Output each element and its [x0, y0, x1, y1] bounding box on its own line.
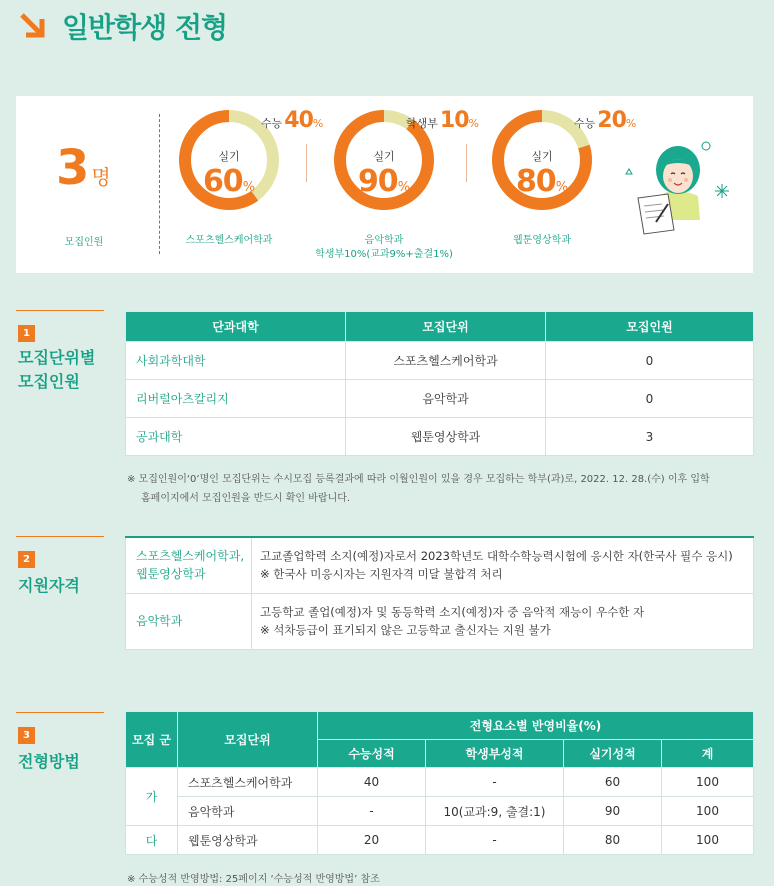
table-cell: -	[318, 797, 426, 826]
table-cell: 100	[662, 797, 754, 826]
section-title: 모집단위별 모집인원	[18, 348, 96, 391]
divider	[159, 114, 160, 254]
donut-name: 스포츠헬스케어학과	[185, 235, 273, 246]
table-cell: 3	[546, 418, 754, 456]
donut-center-value: 실기 90 %	[357, 150, 411, 199]
column-header: 전형요소별 반영비율(%)	[318, 712, 754, 740]
table-cell: 10(교과:9, 출결:1)	[426, 797, 564, 826]
total-count	[56, 140, 111, 196]
column-header: 모집단위	[178, 712, 318, 768]
donut-chart-music	[315, 108, 479, 260]
section-title: 전형방법	[18, 752, 80, 771]
donut-sub: 학생부10%(교과9%+출결1%)	[315, 249, 453, 260]
table-row	[126, 593, 754, 649]
table-cell: 웹툰영상학과	[346, 418, 546, 456]
donut-top-value: 수능 40 %	[261, 108, 324, 133]
table-row	[126, 537, 754, 593]
table-cell: 스포츠헬스케어학과	[346, 342, 546, 380]
section-divider	[16, 310, 104, 311]
selection-method-table	[125, 711, 754, 855]
unit-cell: 음악학과	[126, 593, 252, 649]
section-number-badge: 1	[18, 325, 35, 342]
unit-cell: 음악학과	[178, 797, 318, 826]
table-cell: 90	[564, 797, 662, 826]
donut-top-value: 수능 20 %	[574, 108, 637, 133]
requirement-cell: 고등학교 졸업(예정)자 및 동등학력 소지(예정)자 중 음악적 재능이 우수한 자 ※ 석차등급이 표기되지 않은 고등학교 출신자는 지원 불가	[252, 593, 754, 649]
column-header: 모집인원	[546, 312, 754, 342]
table-row	[126, 380, 754, 418]
table-cell: 0	[546, 380, 754, 418]
table-row	[126, 342, 754, 380]
column-header: 모집 군	[126, 712, 178, 768]
column-header: 학생부성적	[426, 740, 564, 768]
donut-name: 웹툰영상학과	[513, 235, 571, 246]
table-row	[126, 826, 754, 855]
eligibility-table	[125, 536, 754, 650]
count-label: 모집인원	[64, 237, 104, 248]
page-title-block	[18, 6, 227, 46]
student-writing-illustration	[616, 136, 736, 236]
table-cell: 40	[318, 768, 426, 797]
recruitment-note: ※ 모집인원이‘0’명인 모집단위는 수시모집 등록결과에 따라 이월인원이 있을 경우 모집하는 학부(과)로, 2022. 12. 28.(수) 이후 입학 홈페이지에서 모집인원을 반드시 확인 바랍니다.	[127, 474, 710, 504]
table-cell: 사회과학대학	[126, 342, 346, 380]
table-cell: -	[426, 768, 564, 797]
donut-center-value: 실기 80 %	[515, 150, 569, 199]
unit-cell: 스포츠헬스케어학과	[178, 768, 318, 797]
table-cell: 100	[662, 768, 754, 797]
section-title: 지원자격	[18, 576, 80, 595]
table-cell: -	[426, 826, 564, 855]
table-cell: 100	[662, 826, 754, 855]
section-divider	[16, 712, 104, 713]
table-cell: 공과대학	[126, 418, 346, 456]
column-header: 수능성적	[318, 740, 426, 768]
recruitment-table	[125, 311, 754, 456]
summary-card	[16, 96, 753, 273]
donut-top-value: 학생부 10 %	[406, 108, 479, 133]
arrow-down-right-icon	[18, 11, 48, 41]
donut-name: 음악학과	[364, 235, 404, 246]
unit-cell: 웹툰영상학과	[178, 826, 318, 855]
table-cell: 0	[546, 342, 754, 380]
table-cell: 20	[318, 826, 426, 855]
table-row	[126, 768, 754, 797]
donut-chart-sports	[179, 108, 324, 246]
table-row	[126, 797, 754, 826]
table-cell: 리버럴아츠칼리지	[126, 380, 346, 418]
table-header-row	[126, 312, 754, 342]
unit-cell: 스포츠헬스케어학과, 웹툰영상학과	[126, 537, 252, 593]
table-header-row	[126, 712, 754, 740]
table-cell: 80	[564, 826, 662, 855]
table-cell: 60	[564, 768, 662, 797]
column-header: 단과대학	[126, 312, 346, 342]
table-row	[126, 418, 754, 456]
section-number-badge: 3	[18, 727, 35, 744]
section-number-badge: 2	[18, 551, 35, 568]
divider	[306, 144, 307, 182]
column-header: 실기성적	[564, 740, 662, 768]
count-unit: 명	[91, 165, 111, 189]
donut-center-value: 실기 60 %	[202, 150, 256, 199]
divider	[466, 144, 467, 182]
page-title: 일반학생 전형	[62, 11, 228, 44]
column-header: 계	[662, 740, 754, 768]
section-divider	[16, 536, 104, 537]
footnote: ※ 수능성적 반영방법: 25페이지 ‘수능성적 반영방법’ 참조	[127, 874, 380, 885]
column-header: 모집단위	[346, 312, 546, 342]
count-number: 3	[56, 140, 90, 196]
requirement-cell: 고교졸업학력 소지(예정)자로서 2023학년도 대학수학능력시험에 응시한 자(한국사 필수 응시) ※ 한국사 미응시자는 지원자격 미달 불합격 처리	[252, 537, 754, 593]
donut-chart-webtoon	[492, 108, 637, 246]
table-cell: 음악학과	[346, 380, 546, 418]
group-cell: 다	[126, 826, 178, 855]
group-cell: 가	[126, 768, 178, 826]
